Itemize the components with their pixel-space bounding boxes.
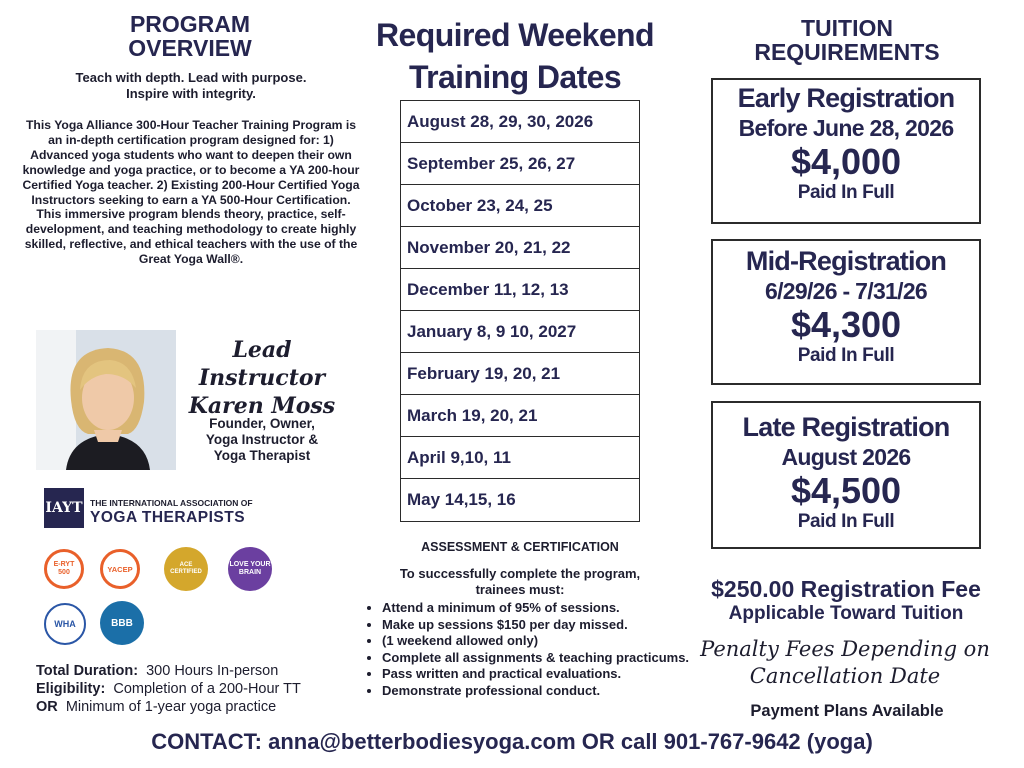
badge-yacep: YACEP [100,549,140,589]
badge-wha: WHA [44,603,86,645]
eligibility-value: Completion of a 200-Hour TT [113,681,301,697]
title-line: REQUIREMENTS [754,39,940,65]
eligibility-line [36,680,366,698]
payment-plans-note: Payment Plans Available [750,702,944,720]
lead-instructor-signature [182,336,342,420]
tier-price: $4,500 [790,470,902,511]
duration-label: Total Duration: [36,663,139,679]
tagline-line: Inspire with integrity. [126,86,256,101]
iayt-logo [44,488,304,532]
requirement-item: • Make up sessions $150 per day missed. [382,617,702,634]
requirement-item: • Attend a minimum of 95% of sessions. [382,600,702,617]
duration-value: 300 Hours In-person [146,663,279,679]
instructor-name: Karen Moss [188,393,336,419]
training-dates-table [400,100,640,522]
duration-line [36,662,366,680]
role-line: Founder, Owner, [209,416,315,431]
tagline [22,70,360,102]
certification-badges [44,545,294,655]
date-row: January 8, 9 10, 2027 [401,311,639,353]
program-overview-title [60,12,320,60]
tier-deadline: 6/29/26 - 7/31/26 [764,278,927,304]
tier-deadline: Before June 28, 2026 [738,115,954,141]
registration-fee-note: Applicable Toward Tuition [728,603,964,624]
iayt-line2: YOGA THERAPISTS [90,509,246,526]
assessment-intro [362,566,678,598]
badge-erys-500: E-RYT 500 [44,549,84,589]
tier-label: Mid-Registration [745,246,947,276]
tier-label: Early Registration [737,83,955,113]
instructor-photo [36,330,176,470]
title-line: TUITION [801,15,893,41]
badge-bbb: BBB [100,601,144,645]
registration-fee [676,576,1016,626]
date-row: November 20, 21, 22 [401,227,639,269]
contact-line: CONTACT: anna@betterbodiesyoga.com OR call 901-767-9642 (yoga) [151,729,873,754]
requirement-item: • Demonstrate professional conduct. [382,683,702,700]
requirement-item: • Pass written and practical evaluations. [382,666,702,683]
instructor-roles [182,416,342,464]
iayt-mark: IAYT [44,488,84,528]
penalty-line: Penalty Fees Depending on [700,637,990,661]
date-row: May 14,15, 16 [407,490,516,509]
tier-paid: Paid In Full [797,511,895,532]
date-row: March 19, 20, 21 [401,395,639,437]
badge-love-your-brain: LOVE YOUR BRAIN [228,547,272,591]
lead-instructor-label: Lead Instructor [198,337,326,391]
program-description: This Yoga Alliance 300-Hour Teacher Training Program is an in-depth certification program designed for: 1) Advanced yoga students who want to deepen their own knowledge and yoga practice, or to become a YA 200-hour Certified Yoga teacher. 2) Existing 200-Hour Certified Yoga Instructors seeking to earn a YA 500-Hour Certification. This immersive program blends theory, practice, self-development, and teaching methodology to create highly skilled, reflective, and ethical teachers with the use of the Great Yoga Wall®. [22,118,360,267]
tier-price: $4,000 [790,141,902,182]
tier-paid: Paid In Full [797,182,895,203]
penalty-line: Cancellation Date [749,664,941,688]
badge-ace: ACE CERTIFIED [164,547,208,591]
tagline-line: Teach with depth. Lead with purpose. [75,70,307,85]
date-row: December 11, 12, 13 [401,269,639,311]
or-value: Minimum of 1-year yoga practice [65,699,277,715]
role-line: Yoga Instructor & [205,432,319,447]
early-registration-box [711,78,981,224]
intro-line: To successfully complete the program, [399,566,641,581]
intro-line: trainees must: [475,582,565,597]
or-line [36,698,366,716]
tier-label: Late Registration [742,412,950,442]
requirement-item: • (1 weekend allowed only) [382,633,702,650]
title-line: PROGRAM [129,11,251,37]
requirement-item: • Complete all assignments & teaching practicums. [382,650,702,667]
tier-deadline: August 2026 [781,444,911,470]
iayt-line1: THE INTERNATIONAL ASSOCIATION OF [90,498,253,508]
role-line: Yoga Therapist [213,448,311,463]
tier-paid: Paid In Full [797,345,895,366]
date-row: October 23, 24, 25 [401,185,639,227]
training-dates-title [355,14,675,98]
title-line: Training Dates [408,59,622,95]
or-label: OR [36,699,58,715]
penalty-fees-note [700,636,990,690]
title-line: OVERVIEW [128,35,252,61]
tuition-title [712,16,982,64]
program-details [36,662,366,716]
assessment-requirements [366,600,702,699]
eligibility-label: Eligibility: [36,681,106,697]
registration-fee-amount: $250.00 Registration Fee [711,576,981,602]
date-row: February 19, 20, 21 [401,353,639,395]
late-registration-box [711,401,981,549]
mid-registration-box [711,239,981,385]
date-row: April 9,10, 11 [401,437,639,479]
date-row: August 28, 29, 30, 2026 [401,101,639,143]
portrait-illustration [36,330,176,470]
tier-price: $4,300 [790,304,902,345]
date-row: September 25, 26, 27 [401,143,639,185]
title-line: Required Weekend [376,17,654,53]
assessment-title: ASSESSMENT & CERTIFICATION [421,540,619,554]
